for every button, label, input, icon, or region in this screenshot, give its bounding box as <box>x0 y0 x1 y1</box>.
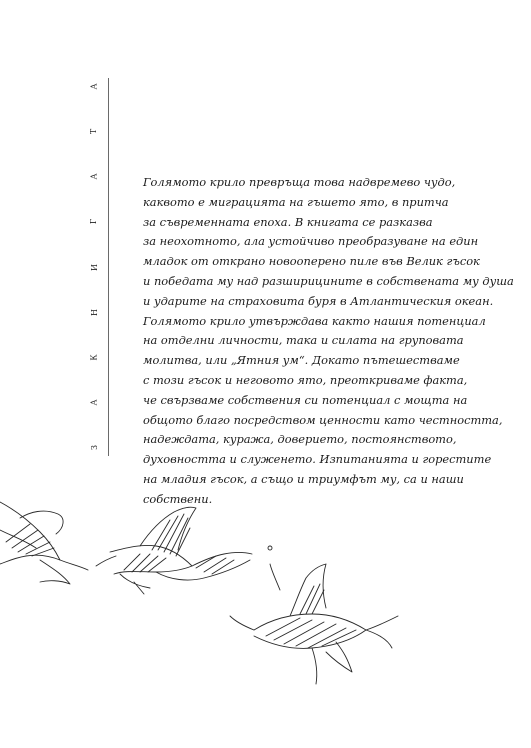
heading-letter: Т <box>89 128 99 135</box>
book-title-italic: Голямото крило <box>143 175 246 189</box>
line-text: и победата му над разширицините в собствената му душа <box>143 273 514 288</box>
text-line <box>143 430 463 450</box>
text-line <box>143 391 468 411</box>
text-line <box>143 193 463 213</box>
goose-sketch-left <box>0 502 88 584</box>
line-text: на младия гъсок, а също и триумфът му, са и наши <box>143 471 464 486</box>
vertical-rule <box>108 78 109 456</box>
text-line <box>143 312 486 332</box>
body-paragraph <box>143 173 514 510</box>
line-text: превръща това надвремево чудо, <box>245 175 456 189</box>
line-text: утвърждава както нашия потенциал <box>245 313 486 328</box>
text-line <box>143 331 463 351</box>
line-text: че свързваме собствения си потенциал с мощта на <box>143 392 468 407</box>
vertical-heading <box>84 82 104 452</box>
line-text: собствени. <box>143 491 213 506</box>
heading-letter: К <box>89 354 99 361</box>
text-line <box>143 292 494 312</box>
line-text: за съвременната епоха. В книгата се разказва <box>143 214 433 229</box>
text-line <box>143 272 514 292</box>
text-line <box>143 351 463 371</box>
book-title-italic: Голямото крило <box>143 313 246 328</box>
flying-geese-sketch-icon <box>0 490 531 748</box>
line-text: за неохотното, ала устойчиво преобразуване на един <box>143 234 479 249</box>
line-text: надеждата, куража, доверието, постоянството, <box>143 432 457 447</box>
goose-sketch-right <box>230 564 398 684</box>
text-line <box>143 470 463 490</box>
text-line <box>143 252 480 272</box>
line-text: молитва, или „Ятния ум“. Докато пътешестваме <box>143 353 460 368</box>
line-text: и ударите на страховита буря в Атлантическия океан. <box>143 293 494 308</box>
heading-letter: З <box>89 445 99 450</box>
heading-letter: И <box>89 263 99 271</box>
line-text: с този гъсок и неговото ято, преоткриваме факта, <box>143 372 468 387</box>
line-text: общото благо посредством ценности като честността, <box>143 412 503 427</box>
heading-letter: А <box>89 399 99 406</box>
text-line <box>143 450 492 470</box>
line-text: духовността и служенето. Изпитанията и горестите <box>143 452 492 467</box>
text-line <box>143 371 468 391</box>
text-line <box>143 411 503 431</box>
goose-sketch-middle <box>96 507 272 594</box>
text-line <box>143 232 479 252</box>
line-text: младок от открано новооперено пиле във Велик гъсок <box>143 254 480 269</box>
heading-letter: А <box>89 83 99 90</box>
text-line <box>143 213 463 233</box>
line-text: на отделни личности, така и силата на груповата <box>143 333 464 348</box>
text-line <box>143 173 463 193</box>
line-text: каквото е миграцията на гъшето ято, в притча <box>143 194 449 209</box>
heading-letter: Г <box>89 219 99 225</box>
heading-letter: А <box>89 173 99 180</box>
heading-letter: Н <box>89 308 99 316</box>
